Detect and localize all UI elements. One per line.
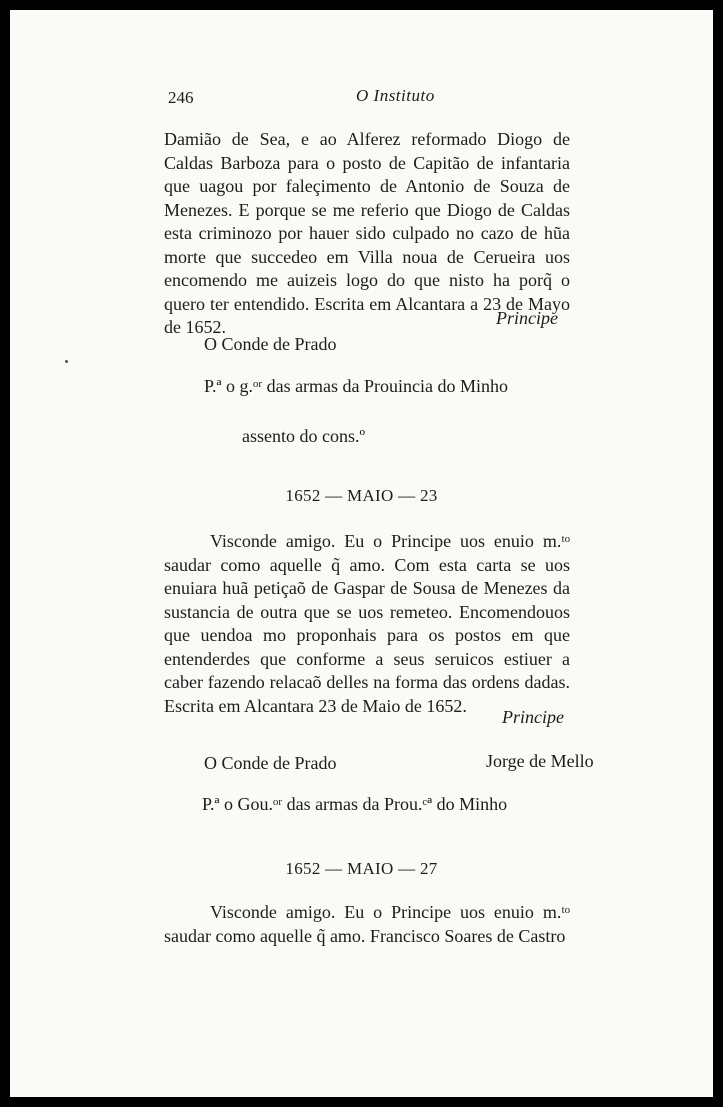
letter2-signatory-left: O Conde de Prado <box>204 753 337 773</box>
letter1-note: assento do cons.º <box>242 426 366 446</box>
letter1-signature: Principe <box>496 308 558 328</box>
letter2-body: Visconde amigo. Eu o Principe uos enuio m.ᵗᵒ saudar como aquelle q̃ amo. Com esta carta se uos enuiara huã petiçaõ de Gaspar de Sousa de Menezes da sustancia de outra que se uos remeteo. Encomendouos que uendoa mo proponhais para os postos em que entenderdes que conforme a seus seruicos estiuer a caber fazendo relacaõ delles na forma das ordens dadas. Escrita em Alcantara 23 de Maio de 1652. <box>164 531 570 716</box>
running-title: O Instituto <box>356 86 435 105</box>
letter2-signature: Principe <box>502 707 564 727</box>
letter1-address: P.ª o g.ᵒʳ das armas da Prouincia do Minho <box>204 376 509 396</box>
page-number: 246 <box>168 88 194 107</box>
letter2-date-heading: 1652 — MAIO — 23 <box>285 486 438 505</box>
letter2-signatory-right: Jorge de Mello <box>486 751 594 771</box>
letter2-address: P.ª o Gou.ᵒʳ das armas da Prou.ᶜª do Minho <box>202 794 508 814</box>
letter1-body: Damião de Sea, e ao Alferez reformado Diogo de Caldas Barboza para o posto de Capitão de infantaria que uagou por faleçimento de Antonio de Souza de Menezes. E porque se me referio que Diogo de Caldas esta criminozo por hauer sido culpado no cazo de hũa morte que succedeo em Villa noua de Cerueira uos encomendo me auizeis logo do que nisto ha porq̃ o quero ter entendido. Escrita em Alcantara a 23 de Mayo de 1652. <box>164 129 570 337</box>
paper-speck <box>65 360 68 363</box>
book-page <box>10 10 713 1097</box>
letter1-signatory: O Conde de Prado <box>204 334 337 354</box>
letter3-body: Visconde amigo. Eu o Principe uos enuio m.ᵗᵒ saudar como aquelle q̃ amo. Francisco Soares de Castro <box>164 902 570 946</box>
letter3-date-heading: 1652 — MAIO — 27 <box>285 859 438 878</box>
